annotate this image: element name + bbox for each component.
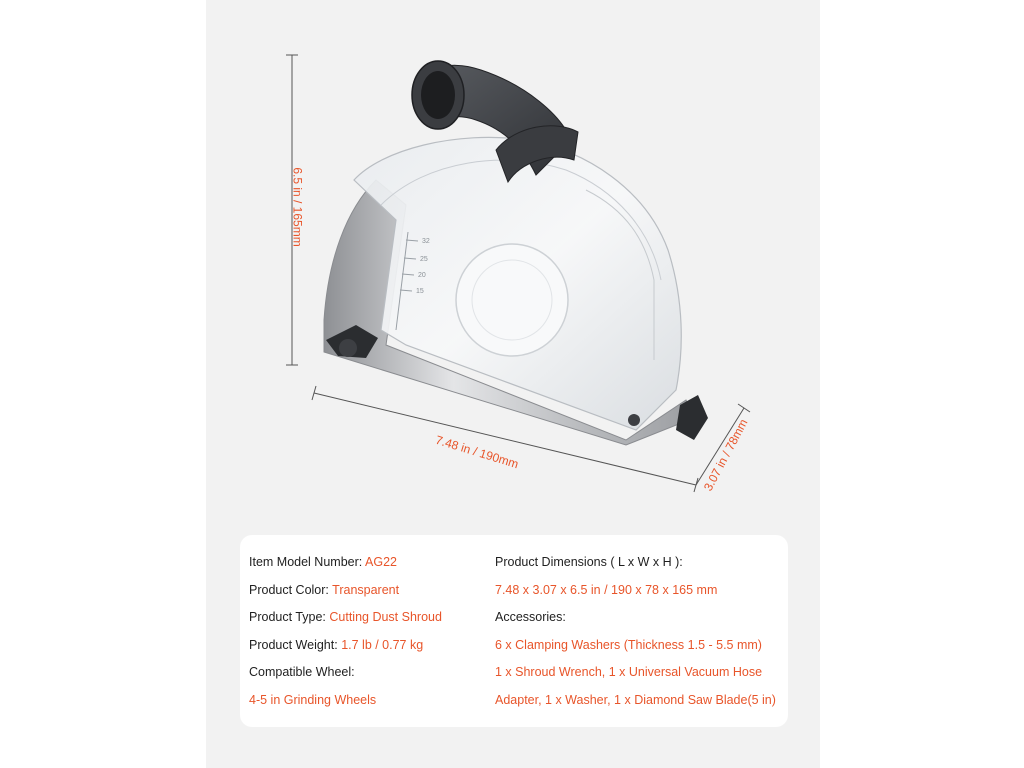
height-label: 6.5 in / 165mm (290, 167, 305, 247)
width-label: 3.07 in / 78mm (700, 416, 751, 494)
accessory-item: 6 x Clamping Washers (Thickness 1.5 - 5.5 mm) (495, 637, 762, 652)
spec-wheel-value: 4-5 in Grinding Wheels (249, 692, 377, 707)
accessory-item: 1 x Shroud Wrench, 1 x Universal Vacuum Hose (495, 665, 763, 679)
type-value: Cutting Dust Shroud (329, 610, 442, 624)
scale-mark-label: 20 (418, 272, 426, 279)
scale-mark-label: 25 (420, 256, 428, 263)
spec-dimensions-label: Product Dimensions ( L x W x H ): (495, 555, 683, 569)
color-value: Transparent (332, 582, 400, 597)
spec-column-left (249, 549, 479, 714)
spec-model: Item Model Number: AG22 (249, 555, 397, 569)
spec-weight: Product Weight: 1.7 lb / 0.77 kg (249, 637, 424, 652)
spec-wheel-label: Compatible Wheel: (249, 665, 355, 679)
spec-card (240, 535, 788, 727)
spec-dimensions-value: 7.48 x 3.07 x 6.5 in / 190 x 78 x 165 mm (495, 582, 718, 597)
spec-color: Product Color: Transparent (249, 582, 400, 597)
blade-opening (456, 244, 568, 356)
product-panel (206, 0, 820, 768)
spec-type: Product Type: Cutting Dust Shroud (249, 610, 442, 624)
scale-mark-label: 32 (422, 238, 430, 245)
length-label: 7.48 in / 190mm (433, 432, 521, 472)
model-value: AG22 (365, 555, 397, 569)
accessory-item: Adapter, 1 x Washer, 1 x Diamond Saw Blade(5 in) (495, 692, 776, 707)
product-figure (206, 0, 820, 520)
spec-accessories-label: Accessories: (495, 610, 566, 624)
weight-value: 1.7 lb / 0.77 kg (341, 637, 424, 652)
scale-mark-label: 15 (416, 288, 424, 295)
spec-column-right (495, 549, 785, 714)
